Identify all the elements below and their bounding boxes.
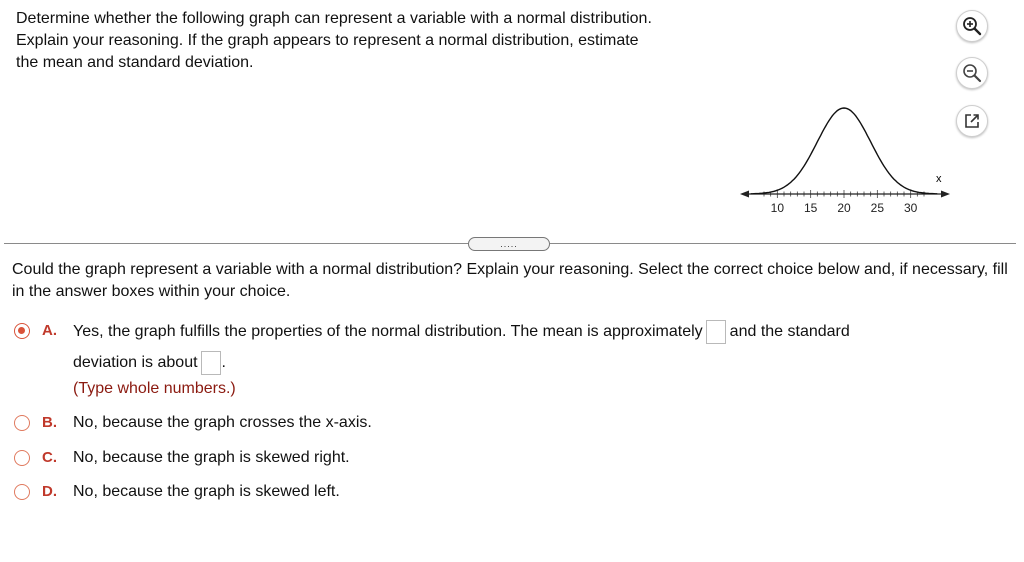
choice-c-text: No, because the graph is skewed right. (73, 449, 350, 466)
sd-answer-box[interactable] (201, 351, 221, 375)
x-axis-label: x (936, 173, 942, 185)
axis-left-arrow (740, 191, 749, 198)
choice-a-part3: deviation is about (73, 354, 198, 372)
choice-a-part1: Yes, the graph fulfills the properties of the normal distribution. The mean is approximately (73, 323, 703, 341)
choice-a-part4: . (221, 354, 226, 372)
normal-curve-graph (730, 100, 960, 220)
open-external-button[interactable] (956, 105, 988, 137)
tick-labels (771, 201, 918, 215)
choice-a-hint: (Type whole numbers.) (73, 380, 236, 397)
external-link-icon (963, 112, 981, 130)
zoom-out-button[interactable] (956, 57, 988, 89)
zoom-in-button[interactable] (956, 10, 988, 42)
choice-d-text: No, because the graph is skewed left. (73, 483, 340, 500)
tick-label: 30 (903, 201, 918, 215)
choice-d-letter: D. (42, 483, 57, 500)
choice-c-radio[interactable] (14, 450, 30, 466)
choice-b-text: No, because the graph crosses the x-axis. (73, 414, 372, 431)
choice-b-radio[interactable] (14, 415, 30, 431)
bell-curve (751, 108, 938, 194)
expand-handle[interactable]: ..... (468, 237, 550, 251)
prompt-text: Could the graph represent a variable with a normal distribution? Explain your reasoning. Select the correct choice below and, if necessary, fill in the answer boxes within your choice. (12, 261, 1008, 300)
choice-c-letter: C. (42, 449, 57, 466)
tick-label: 25 (870, 201, 885, 215)
tick-label: 20 (837, 201, 851, 215)
question-line-1: Determine whether the following graph can represent a variable with a normal distribution. (16, 10, 652, 27)
choice-a-radio[interactable] (14, 323, 30, 339)
choice-a-part2: and the standard (729, 323, 850, 341)
axis-right-arrow (941, 191, 950, 198)
choice-b-letter: B. (42, 414, 57, 431)
choice-a-text-line2 (73, 351, 226, 375)
choice-a-text-line1 (73, 320, 850, 344)
question-line-2: Explain your reasoning. If the graph appears to represent a normal distribution, estimate (16, 32, 639, 49)
choice-d-radio[interactable] (14, 484, 30, 500)
tick-label: 10 (770, 201, 785, 215)
question-line-3: the mean and standard deviation. (16, 54, 254, 71)
choice-a-letter: A. (42, 322, 57, 339)
tick-label: 15 (803, 201, 818, 215)
question-text (16, 8, 751, 74)
zoom-out-icon (962, 63, 982, 83)
mean-answer-box[interactable] (706, 320, 726, 344)
zoom-in-icon (962, 16, 982, 36)
